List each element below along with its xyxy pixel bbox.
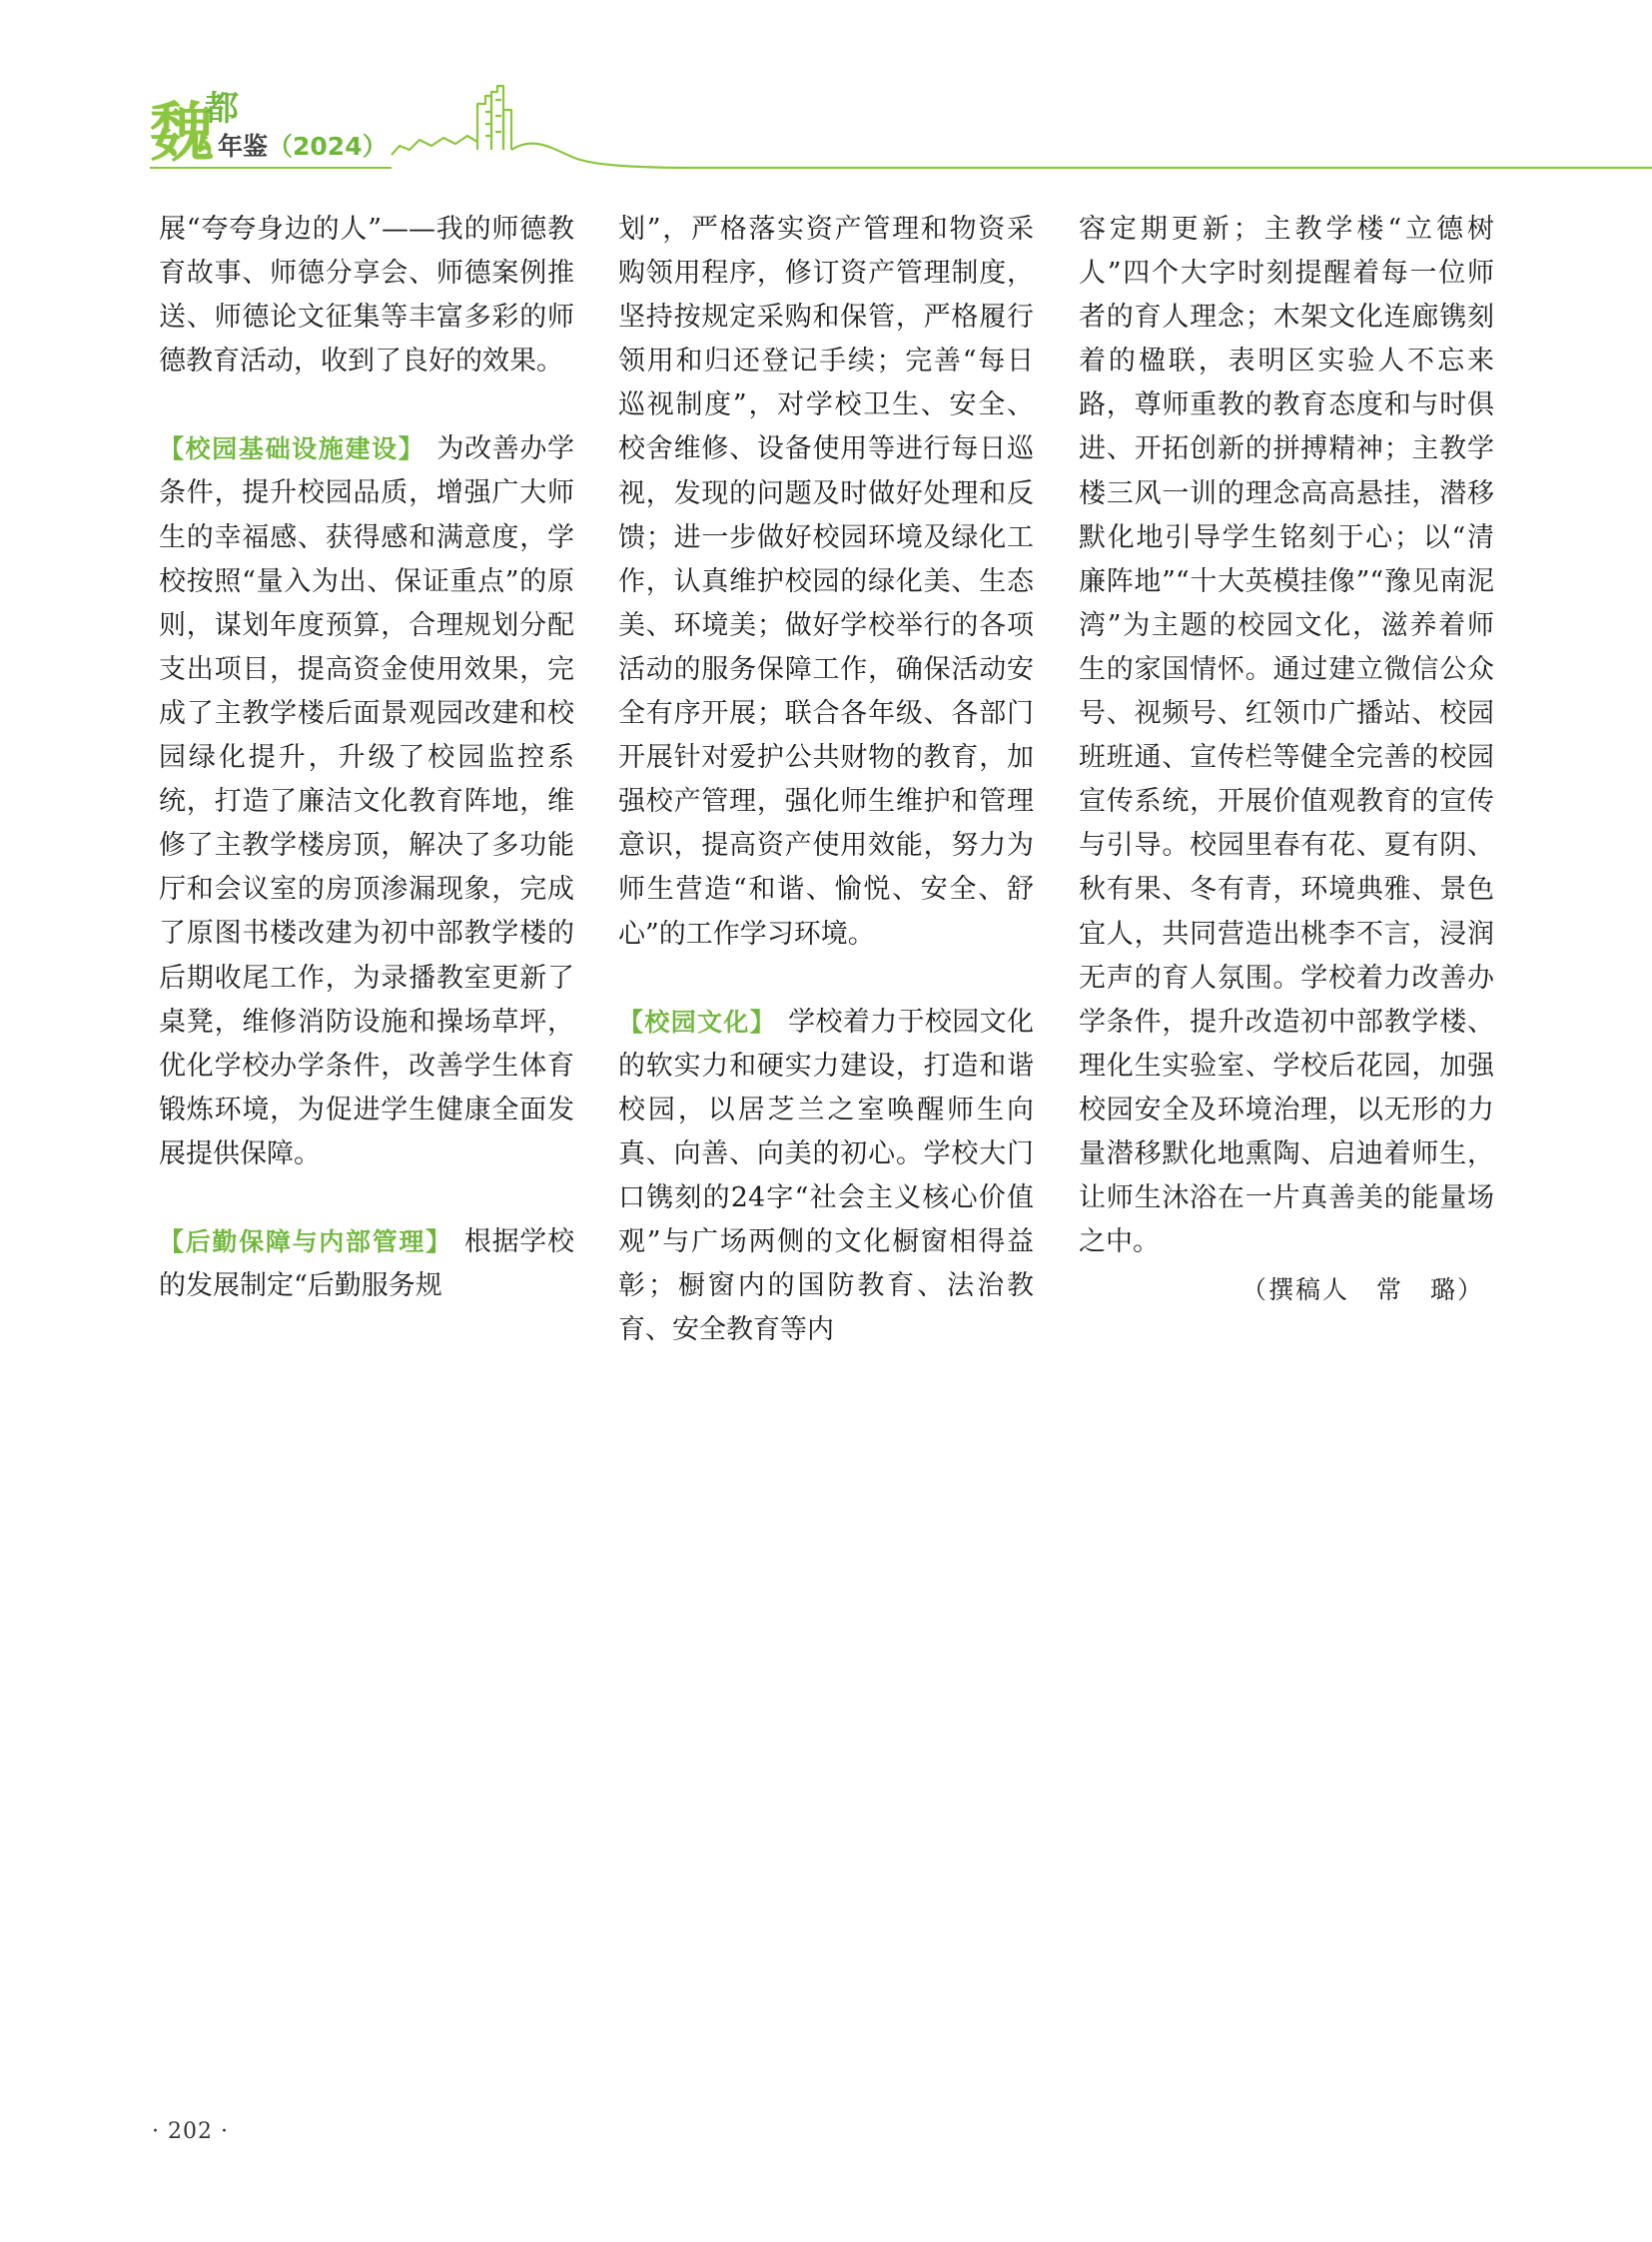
paragraph-text: 划”，严格落实资产管理和物资采购领用程序，修订资产管理制度，坚持按规定采购和保管，严格履行领用和归还登记手续；完善“每日巡视制度”，对学校卫生、安全、校舍维修、设备使用等进行每日巡视，发现的问题及时做好处理和反馈；进一步做好校园环境及绿化工作，认真维护校园的绿化美、生态美、环境美；做好学校举行的各项活动的服务保障工作，确保活动安全有序开展；联合各年级、各部门开展针对爱护公共财物的教育，加强校产管理，强化师生维护和管理意识，提高资产使用效能，努力为师生营造“和谐、愉悦、安全、舒心”的工作学习环境。 xyxy=(618,214,1034,950)
paragraph xyxy=(618,208,1034,957)
paragraph xyxy=(159,208,574,383)
paragraph-text: 展“夸夸身边的人”——我的师德教育故事、师德分享会、师德案例推送、师德论文征集等丰富多彩的师德教育活动，收到了良好的效果。 xyxy=(159,214,574,377)
yearbook-year: （2024） xyxy=(268,132,388,161)
text-column-3 xyxy=(1079,208,1494,1312)
yearbook-logo-subglyph: 都 xyxy=(205,89,239,129)
paragraph-text: 容定期更新；主教学楼“立德树人”四个大字时刻提醒着每一位师者的育人理念；木架文化连廊镌刻着的楹联，表明区实验人不忘来路，尊师重教的教育态度和与时俱进、开拓创新的拼搏精神；主教学楼三风一训的理念高高悬挂，潜移默化地引导学生铭刻于心；以“清廉阵地”“十大英模挂像”“豫见南泥湾”为主题的校园文化，滋养着师生的家国情怀。通过建立微信公众号、视频号、红领巾广播站、校园班班通、宣传栏等健全完善的校园宣传系统，开展价值观教育的宣传与引导。校园里春有花、夏有阴、秋有果、冬有青，环境典雅、景色宜人，共同营造出桃李不言，浸润无声的育人氛围。学校着力改善办学条件，提升改造初中部教学楼、理化生实验室、学校后花园，加强校园安全及环境治理，以无形的力量潜移默化地熏陶、启迪着师生，让师生沐浴在一片真善美的能量场之中。 xyxy=(1079,214,1494,1258)
section-heading: 【校园基础设施建设】 xyxy=(159,434,425,464)
section-logistics xyxy=(159,1220,574,1308)
text-column-1 xyxy=(159,208,574,1308)
running-header xyxy=(0,0,1652,190)
section-heading: 【校园文化】 xyxy=(618,1007,777,1037)
page-number: · 202 · xyxy=(152,2119,229,2144)
author-byline: （撰稿人 常 璐） xyxy=(1240,1275,1484,1305)
text-column-2 xyxy=(618,208,1034,1352)
paragraph xyxy=(1079,208,1494,1264)
section-heading: 【后勤保障与内部管理】 xyxy=(159,1226,452,1256)
skyline-decoration-icon xyxy=(0,0,1652,190)
yearbook-logo-glyph: 魏 xyxy=(150,97,214,171)
paragraph-text: 根据学校的发展制定“后勤服务规 xyxy=(159,1225,574,1302)
paragraph-text: 为改善办学条件，提升校园品质，增强广大师生的幸福感、获得感和满意度，学校按照“量入为出、保证重点”的原则，谋划年度预算，合理规划分配支出项目，提高资金使用效果，完成了主教学楼后面景观园改建和校园绿化提升，升级了校园监控系统，打造了廉洁文化教育阵地，维修了主教学楼房顶，解决了多功能厅和会议室的房顶渗漏现象，完成了原图书楼改建为初中部教学楼的后期收尾工作，为录播教室更新了桌凳，维修消防设施和操场草坪，优化学校办学条件，改善学生体育锻炼环境，为促进学生健康全面发展提供保障。 xyxy=(159,433,574,1169)
section-infrastructure xyxy=(159,427,574,1176)
paragraph-text: 学校着力于校园文化的软实力和硬实力建设，打造和谐校园，以居芝兰之室唤醒师生向真、向善、向美的初心。学校大门口镌刻的24字“社会主义核心价值观”与广场两侧的文化橱窗相得益彰；橱窗内的国防教育、法治教育、安全教育等内 xyxy=(618,1006,1034,1346)
yearbook-title-text: 年鉴 xyxy=(218,132,269,161)
section-campus-culture xyxy=(618,1001,1034,1353)
